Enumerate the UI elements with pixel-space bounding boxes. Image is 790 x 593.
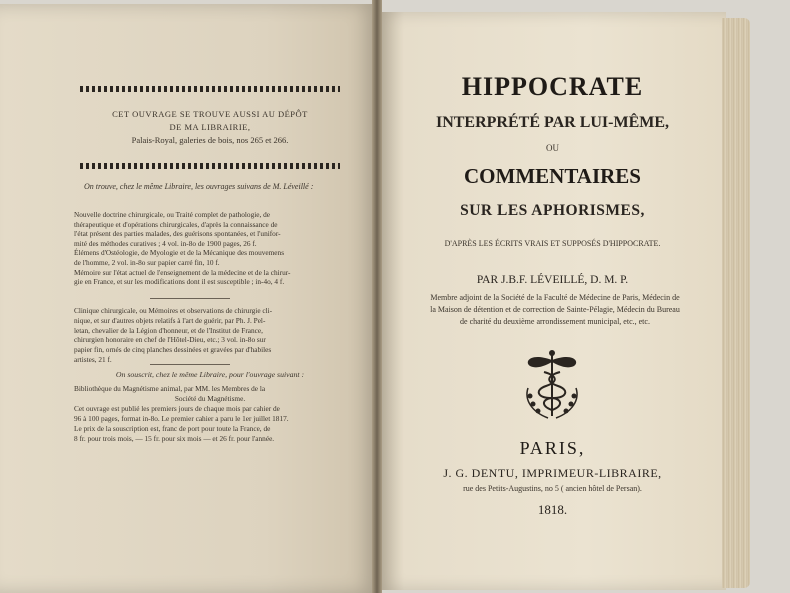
publication-place: PARIS, <box>519 438 586 458</box>
work-line: Cet ouvrage est publié les premiers jours de chaque mois par cahier de <box>74 404 280 413</box>
author-line: PAR J.B.F. LÉVEILLÉ, D. M. P. <box>476 274 629 286</box>
work-line: 96 à 100 pages, format in-8o. Le premier cahier a paru le 1er juillet 1817. <box>74 414 289 423</box>
book-subtitle-2: SUR LES APHORISMES, <box>460 202 645 219</box>
work-line: gie en France, et sur les modifications dont il est susceptible ; in-4o, 4 f. <box>74 277 285 287</box>
intro-text <box>74 182 346 192</box>
divider <box>150 298 230 299</box>
intro-line: On trouve, chez le même Libraire, les ouvrages suivans de M. Léveillé : <box>84 182 314 191</box>
header-line: CET OUVRAGE SE TROUVE AUSSI AU DÉPÔT <box>112 109 308 119</box>
source-line: D'APRÈS LES ÉCRITS VRAIS ET SUPPOSÉS D'HIPPOCRATE. <box>444 239 661 248</box>
left-header <box>74 108 346 147</box>
works-list-1 <box>74 210 346 287</box>
publisher-line: J. G. DENTU, IMPRIMEUR-LIBRAIRE, <box>443 466 662 480</box>
author-bio: Membre adjoint de la Société de la Faculté de Médecine de Paris, Médecin de la Maison de détention et de correction de Sainte-Pélagie, Médecin du Bureau de charité du deuxième arrondissement municipal, etc., etc. <box>430 293 680 326</box>
work-line: Élémens d'Ostéologie, de Myologie et de la Mécanique des mouvemens <box>74 248 285 258</box>
work-line: chirurgien honoraire en chef de l'Hôtel-Dieu, etc.; 3 vol. in-8o sur <box>74 335 266 345</box>
subscribe-intro <box>74 370 346 380</box>
work-line: papier fin, ornés de cinq planches dessinées et gravées par d'habiles <box>74 345 272 355</box>
work-line: Clinique chirurgicale, ou Mémoires et observations de chirurgie cli- <box>74 306 273 315</box>
book-title-2: COMMENTAIRES <box>464 164 641 188</box>
work-line: Bibliothèque du Magnétisme animal, par MM. les Membres de la <box>74 384 266 393</box>
works-list-2 <box>74 306 346 365</box>
work-line: de l'homme, 2 vol. in-8o sur papier carré fin, 10 f. <box>74 257 220 267</box>
caduceus-emblem-icon <box>520 348 584 422</box>
work-line: Société du Magnétisme. <box>174 394 246 403</box>
publication-year: 1818. <box>537 502 568 517</box>
book-title: HIPPOCRATE <box>461 72 644 101</box>
work-line: Nouvelle doctrine chirurgicale, ou Traité complet de pathologie, de <box>74 210 271 219</box>
work-line: letan, chevalier de la Légion d'honneur, et de l'Institut de France, <box>74 325 263 335</box>
subscribe-line: On souscrit, chez le même Libraire, pour l'ouvrage suivant : <box>115 370 305 379</box>
work-line: 8 fr. pour trois mois, — 15 fr. pour six mois — et 26 fr. pour l'année. <box>74 434 275 443</box>
work-line: artistes, 21 f. <box>74 354 112 364</box>
header-line: DE MA LIBRAIRIE, <box>169 122 251 132</box>
divider <box>150 364 230 365</box>
work-line: mité des méthodes curatives ; 4 vol. in-8o de 1900 pages, 26 f. <box>74 238 257 248</box>
decorative-rule-top <box>80 86 340 92</box>
publisher-address: rue des Petits-Augustins, no 5 ( ancien hôtel de Persan). <box>463 484 642 493</box>
work-line: Le prix de la souscription est, franc de port pour toute la France, de <box>74 424 271 433</box>
header-line: Palais-Royal, galeries de bois, nos 265 et 266. <box>131 135 289 145</box>
decorative-rule-bottom <box>80 163 340 169</box>
page-edges <box>722 18 750 588</box>
book-subtitle: INTERPRÉTÉ PAR LUI-MÊME, <box>435 114 670 131</box>
work-line: nique, et sur d'autres objets relatifs à l'art de guérir, par Ph. J. Pel- <box>74 315 266 325</box>
work-line: Mémoire sur l'état actuel de l'enseignement de la médecine et de la chirur- <box>74 267 291 277</box>
conjunction-ou: OU <box>546 143 559 153</box>
works-list-3 <box>74 384 346 444</box>
work-line: thérapeutique et d'opérations chirurgicales, d'après la connaissance de <box>74 219 278 229</box>
work-line: l'état présent des parties malades, des guérisons spontanées, et l'unifor- <box>74 229 281 239</box>
